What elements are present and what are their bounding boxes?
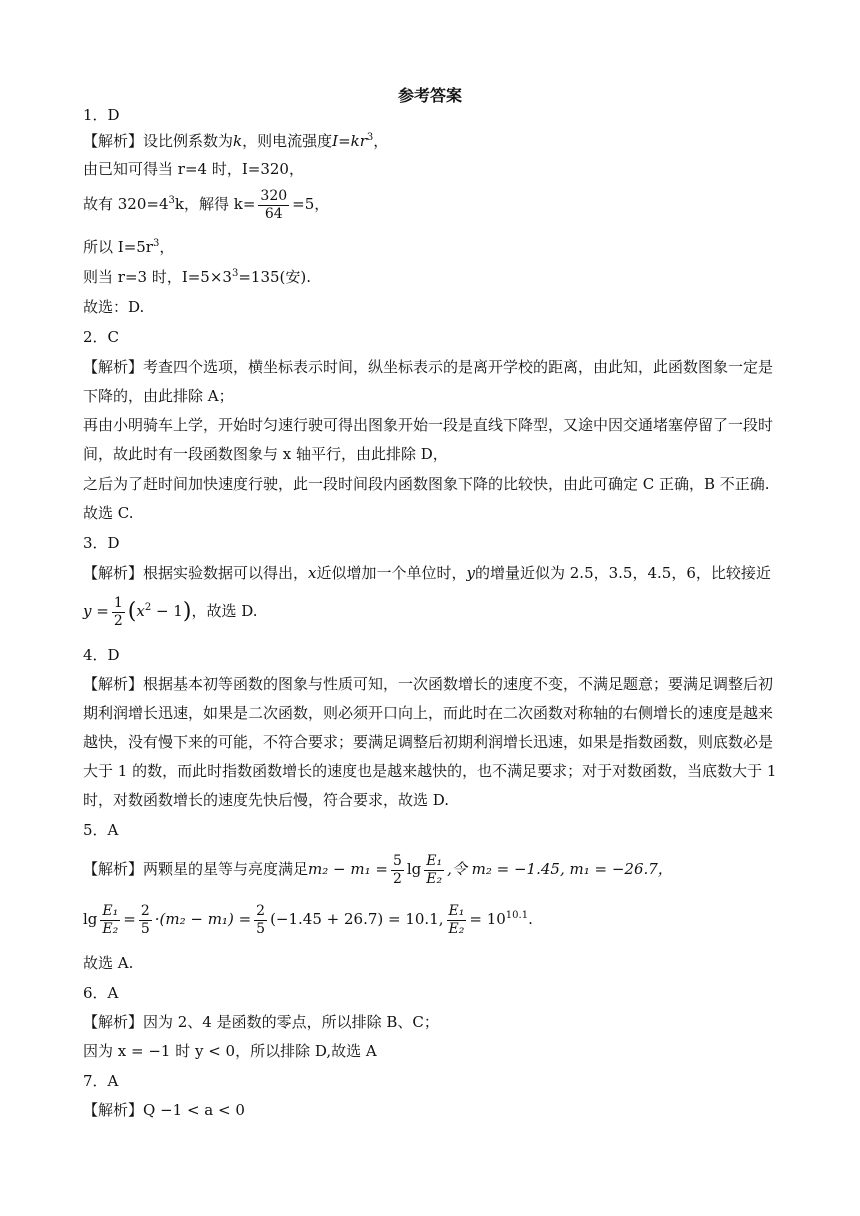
q1-var: kr — [350, 132, 367, 150]
q5-fraction — [139, 903, 152, 938]
q1-line-2: 由已知可得当 r=4 时，I=320， — [83, 160, 304, 178]
frac-den: 5 — [256, 920, 266, 937]
frac-num: 320 — [260, 187, 288, 204]
frac-num: 1 — [113, 594, 123, 611]
q3-var-y: y — [83, 602, 92, 620]
q5-fraction — [100, 903, 120, 938]
q5-answer: 5．A — [83, 821, 119, 839]
q1-line-1 — [83, 130, 783, 152]
q1-var-k: k — [233, 132, 243, 150]
q2-line-1: 【解析】考查四个选项，横坐标表示时间，纵坐标表示的是离开学校的距离，由此知，此函数图象一定是 — [83, 358, 774, 376]
q1-text: =135(安). — [238, 268, 312, 286]
q3-line-1 — [83, 562, 783, 584]
q3-var-x: x — [308, 564, 317, 582]
q4-line-5: 时，对数函数增长的速度先快后慢，符合要求，故选 D. — [83, 791, 450, 809]
q2-line-2: 下降的，由此排除 A； — [83, 387, 234, 405]
q4-answer: 4．D — [83, 646, 120, 664]
q3-answer: 3．D — [83, 534, 120, 552]
q5-fraction — [254, 903, 267, 938]
frac-num: 2 — [256, 902, 266, 919]
q4-line-4: 大于 1 的数，而此时指数函数增长的速度也是越来越快的，也不满足要求；对于对数函数，当底数大于 1 — [83, 762, 777, 780]
frac-den: 2 — [113, 612, 123, 629]
q5-line-1 — [83, 848, 783, 890]
q3-text: 的增量近似为 2.5，3.5，4.5，6，比较接近 — [474, 564, 771, 582]
frac-num: 5 — [392, 852, 402, 869]
q1-answer: 1．D — [83, 106, 120, 124]
q5-lg: lg — [83, 910, 98, 928]
q3-var-x: x — [136, 602, 145, 620]
q5-fraction — [447, 903, 467, 938]
q2-line-5: 之后为了赶时间加快速度行驶，此一段时间段内函数图象下降的比较快，由此可确定 C 正确，B 不正确. — [83, 475, 770, 493]
q5-exp: 10.1 — [505, 910, 529, 921]
q1-exp: 3 — [152, 238, 160, 249]
q3-text: 【解析】根据实验数据可以得出， — [83, 564, 309, 582]
q3-line-2: y = $\frac{1}{2}$ $(x^2 - 1)$，故选 D. — [83, 594, 258, 629]
frac-den: 64 — [264, 205, 283, 222]
frac-den: E₂ — [426, 870, 443, 887]
q5-formula: m₂ − m₁ = — [308, 860, 388, 878]
q5-fraction — [424, 853, 444, 888]
q4-line-2: 期利润增长迅速，如果是二次函数，则必须开口向上，而此时在二次函数对称轴的右侧增长的速度是越来 — [83, 704, 774, 722]
q1-line-6: 故选：D. — [83, 298, 145, 316]
q3-text: ，故选 D. — [191, 602, 258, 620]
q3-text: 近似增加一个单位时， — [316, 564, 467, 582]
q3-eq: = — [96, 602, 109, 620]
q5-text: . — [528, 910, 533, 928]
q1-line-3 — [83, 184, 783, 224]
q5-text: = 10 — [469, 910, 506, 928]
q4-line-3: 越快，没有慢下来的可能，不符合要求；要满足调整后初期利润增长迅速，如果是指数函数，则底数必是 — [83, 733, 774, 751]
frac-num: 2 — [140, 902, 150, 919]
q2-line-6: 故选 C. — [83, 504, 134, 522]
frac-den: 2 — [392, 870, 402, 887]
q1-text: 故有 320=4 — [83, 195, 169, 213]
q1-text: ，则电流强度 — [242, 132, 333, 150]
q5-line-3: 故选 A. — [83, 954, 134, 972]
q4-line-1: 【解析】根据基本初等函数的图象与性质可知，一次函数增长的速度不变，不满足题意；要满足调整后初 — [83, 675, 774, 693]
q2-answer: 2．C — [83, 328, 120, 346]
frac-den: 5 — [140, 920, 150, 937]
q1-fraction — [258, 188, 289, 223]
q6-line-1: 【解析】因为 2、4 是函数的零点，所以排除 B、C； — [83, 1013, 439, 1031]
q5-line-2 — [83, 898, 783, 940]
q6-answer: 6．A — [83, 984, 119, 1002]
q1-text: =5， — [292, 195, 330, 213]
frac-den: E₂ — [448, 920, 465, 937]
frac-num: E₁ — [102, 902, 119, 919]
frac-den: E₂ — [102, 920, 119, 937]
q5-lg: lg — [406, 860, 422, 878]
q7-answer: 7．A — [83, 1072, 119, 1090]
q1-text: 【解析】设比例系数为 — [83, 132, 234, 150]
q1-line-5 — [83, 266, 783, 288]
q1-eq: = — [338, 132, 351, 150]
q5-text: (−1.45 + 26.7) = 10.1, — [270, 910, 444, 928]
q1-exp: 3 — [366, 132, 374, 143]
q2-line-3: 再由小明骑车上学，开始时匀速行驶可得出图象开始一段是直线下降型，又途中因交通堵塞停留了一段时 — [83, 416, 774, 434]
q5-eq: = — [123, 910, 136, 928]
q1-line-4 — [83, 236, 783, 258]
q5-text: ,令 m₂ = −1.45, m₁ = −26.7， — [447, 860, 673, 878]
q1-text: 所以 I=5r — [83, 238, 153, 256]
q5-fraction — [391, 853, 404, 888]
q3-text: − 1 — [151, 602, 183, 620]
q3-var-y: y — [466, 564, 475, 582]
q1-text: ， — [373, 132, 389, 150]
q1-var: I — [332, 132, 339, 150]
q1-exp: 3 — [231, 268, 239, 279]
q1-text: 则当 r=3 时，I=5×3 — [83, 268, 232, 286]
q3-fraction — [112, 595, 125, 630]
q5-text: 【解析】两颗星的星等与亮度满足 — [83, 860, 309, 878]
q1-exp: 3 — [168, 195, 175, 206]
q5-formula: ·(m₂ − m₁) = — [154, 910, 252, 928]
page-title: 参考答案 — [397, 86, 462, 105]
frac-num: E₁ — [448, 902, 465, 919]
q2-line-4: 间，故此时有一段函数图象与 x 轴平行，由此排除 D， — [83, 445, 448, 463]
q7-line-1: 【解析】Q −1 < a < 0 — [83, 1101, 245, 1119]
q1-text: ， — [159, 238, 175, 256]
frac-num: E₁ — [426, 852, 443, 869]
q3-exp: 2 — [144, 602, 152, 613]
q6-line-2: 因为 x = −1 时 y < 0，所以排除 D,故选 A — [83, 1042, 377, 1060]
q1-text: k，解得 k= — [174, 195, 256, 213]
